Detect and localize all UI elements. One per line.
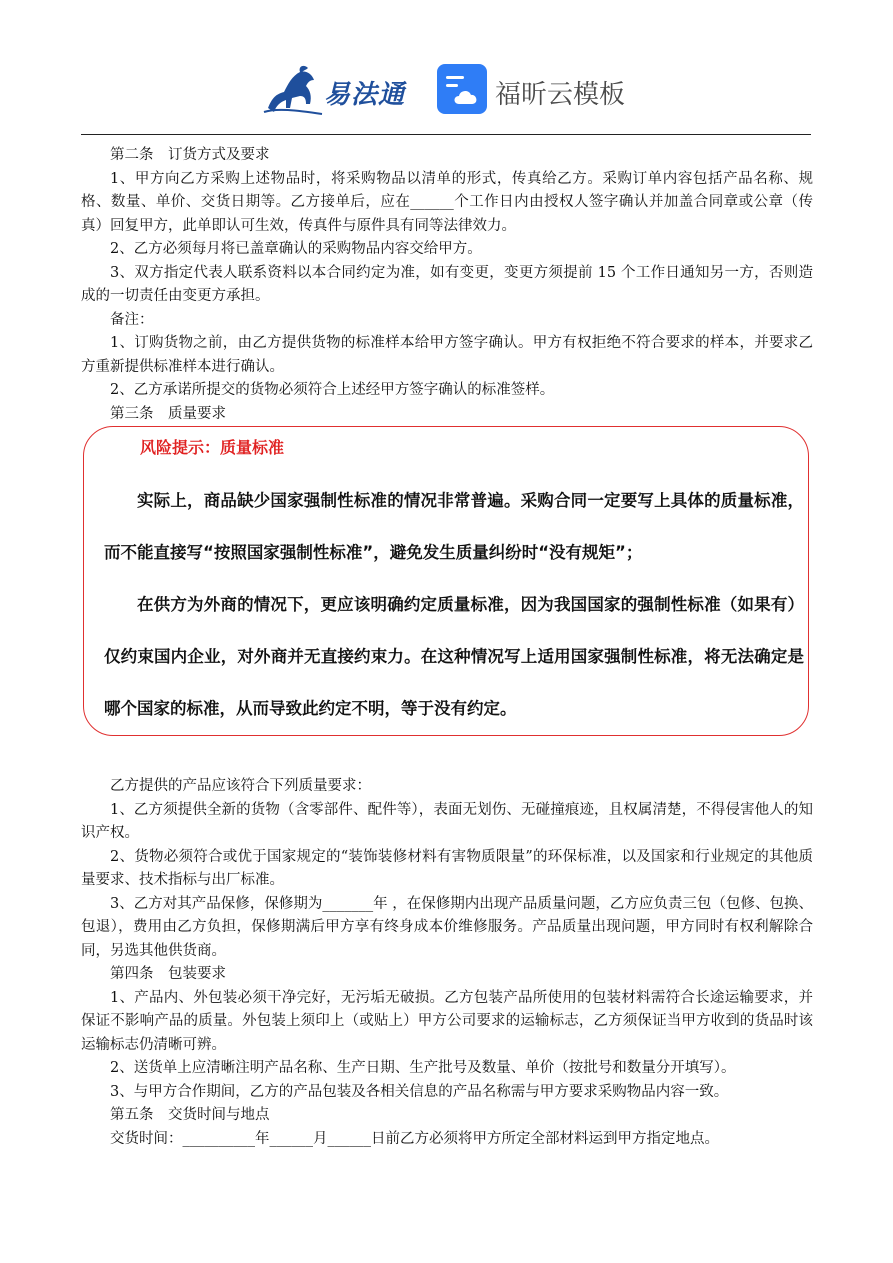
clause-paragraph: 1、甲方向乙方采购上述物品时，将采购物品以清单的形式，传真给乙方。采购订单内容包括产品名称、规格、数量、单价、交货日期等。乙方接单后，应在______个工作日内由授权人签字确认并加盖合同章或公章（传真）回复甲方，此单即认可生效，传真件与原件具有同等法律效力。 <box>81 170 813 234</box>
article-3-heading: 第三条 质量要求 <box>110 405 226 422</box>
cloud-doc-icon <box>437 64 487 114</box>
clause-paragraph: 2、乙方承诺所提交的货物必须符合上述经甲方签字确认的标准签样。 <box>110 382 555 398</box>
yifatong-logo-text: 易法通 <box>324 80 406 110</box>
article-5-heading: 第五条 交货时间与地点 <box>110 1107 270 1123</box>
clause-paragraph: 2、送货单上应清晰注明产品名称、生产日期、生产批号及数量、单价（按批号和数量分开填写）。 <box>110 1060 736 1076</box>
yifatong-logo <box>262 62 412 118</box>
clause-paragraph: 1、订购货物之前，由乙方提供货物的标准样本给甲方签字确认。甲方有权拒绝不符合要求的样本，并要求乙方重新提供标准样本进行确认。 <box>81 335 813 375</box>
risk-paragraph: 在供方为外商的情况下，更应该明确约定质量标准，因为我国国家的强制性标准（如果有）仅约束国内企业，对外商并无直接约束力。在这种情况写上适用国家强制性标准，将无法确定是哪个国家的标准，从而导致此约定不明，等于没有约定。 <box>104 595 804 718</box>
fuxin-logo <box>437 64 637 114</box>
risk-warning-title: 风险提示：质量标准 <box>140 438 285 457</box>
fuxin-logo-text: 福昕云模板 <box>495 80 626 110</box>
horse-icon <box>262 62 324 118</box>
risk-warning-body <box>104 475 804 735</box>
contract-section-2-3 <box>81 144 813 426</box>
contract-section-3-5 <box>81 775 813 1151</box>
clause-paragraph: 1、乙方须提供全新的货物（含零部件、配件等），表面无划伤、无碰撞痕迹，且权属清楚，不得侵害他人的知识产权。 <box>81 801 813 841</box>
risk-paragraph: 实际上，商品缺少国家强制性标准的情况非常普遍。采购合同一定要写上具体的质量标准，而不能直接写“按照国家强制性标准”，避免发生质量纠纷时“没有规矩”； <box>104 491 804 562</box>
clause-paragraph: 3、与甲方合作期间，乙方的产品包装及各相关信息的产品名称需与甲方要求采购物品内容一致。 <box>110 1083 729 1100</box>
quality-intro: 乙方提供的产品应该符合下列质量要求： <box>110 778 371 794</box>
clause-paragraph: 1、产品内、外包装必须干净完好，无污垢无破损。乙方包装产品所使用的包装材料需符合长途运输要求，并保证不影响产品的质量。外包装上须印上（或贴上）甲方公司要求的运输标志，乙方须保证当甲方收到的货品时该运输标志仍清晰可辨。 <box>81 989 813 1053</box>
clause-paragraph: 3、乙方对其产品保修，保修期为_______年 ，在保修期内出现产品质量问题，乙方应负责三包（包修、包换、包退），费用由乙方负担，保修期满后甲方享有终身成本价维修服务。产品质量出现问题，甲方同时有权利解除合同，另选其他供货商。 <box>81 895 813 959</box>
article-4-heading: 第四条 包装要求 <box>110 966 226 982</box>
risk-warning-box <box>83 426 809 736</box>
clause-paragraph: 2、货物必须符合或优于国家规定的“装饰装修材料有害物质限量”的环保标准，以及国家和行业规定的其他质量要求、技术指标与出厂标准。 <box>81 848 813 888</box>
article-2-heading: 第二条 订货方式及要求 <box>110 147 270 163</box>
delivery-time-paragraph: 交货时间：__________年______月______日前乙方必须将甲方所定全部材料运到甲方指定地点。 <box>110 1130 719 1147</box>
header-divider <box>81 134 811 135</box>
clause-paragraph: 3、双方指定代表人联系资料以本合同约定为准，如有变更，变更方须提前 15 个工作日通知另一方，否则造成的一切责任由变更方承担。 <box>81 264 813 304</box>
page-header <box>0 58 893 122</box>
clause-paragraph: 2、乙方必须每月将已盖章确认的采购物品内容交给甲方。 <box>110 241 482 257</box>
remark-label: 备注： <box>110 311 154 328</box>
